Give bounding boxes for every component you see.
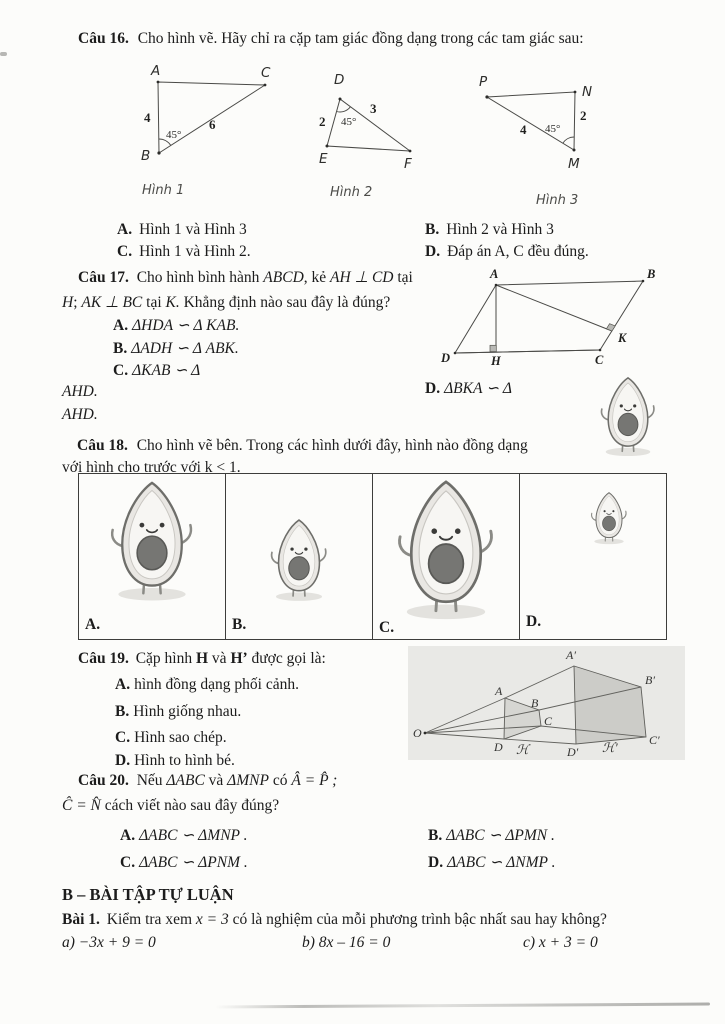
label-a-prime: A′ [566,648,576,662]
point-o [424,732,427,735]
q16-option-b [425,221,554,239]
triangle-def [327,99,410,151]
q17-option-c-wrap: AHD. [62,383,98,400]
side-label-ab: 4 [144,110,151,125]
option-text: ΔADH ∽ Δ ABK. [131,340,239,357]
q17-question-line-1 [78,268,413,287]
q17-option-b [113,339,239,358]
bai1-equation-b: b) 8x – 16 = 0 [302,934,391,951]
vertex-label-a: A [151,63,161,79]
q18-cell-label-b: B. [232,616,247,633]
vertex-label-f: F [404,156,412,172]
q17-option-c [113,361,200,380]
bai1-equation-a: a) −3x + 9 = 0 [62,934,156,951]
bai1-label: Bài 1. [62,911,100,928]
figure-hinh-2 [300,70,480,205]
point-m [573,149,576,152]
avocado-reference-figure [596,374,660,457]
bai1-math-x3: x = 3 [195,911,229,928]
q19-question-line [78,650,326,668]
option-key: A. [115,676,131,693]
option-key: B. [115,703,130,720]
option-text: Hình 1 và Hình 2. [139,243,251,260]
triangle-pnm [487,92,575,150]
q17-text: ; [73,294,82,311]
label-c: C [544,714,553,728]
label-script-h-prime: ℋ′ [602,740,618,755]
option-key: B. [113,340,128,357]
side-label-bc: 6 [209,117,216,132]
q17-math-h: H [62,294,74,311]
q18-answer-table [78,473,667,640]
q20-label: Câu 20. [78,772,129,789]
vertex-label-e: E [319,151,328,167]
q20-option-d [428,853,555,872]
q18-question-line-1 [77,437,528,455]
q20-option-a [120,826,247,845]
vertex-label-b: B [647,268,656,281]
vertex-label-d: D [334,72,345,88]
option-text: ΔBKA ∽ Δ [444,380,513,397]
q19-text: Cặp hình [135,650,196,667]
option-text: ΔABC ∽ ΔPMN . [446,827,555,844]
option-key: A. [113,317,129,334]
q16-option-c [117,243,251,261]
q20-option-c [120,853,248,872]
option-text: Hình 1 và Hình 3 [139,221,247,238]
bai1-text: Kiểm tra xem [106,911,196,928]
q17-question-line-2 [62,293,390,312]
q18-text: Cho hình vẽ bên. Trong các hình dưới đây, hình nào đồng dạng [136,437,528,454]
q19-text: và [208,650,231,667]
point-c [264,84,267,87]
q19-label: Câu 19. [78,650,129,667]
vertex-label-m: M [568,156,580,172]
vertex-label-d: D [441,351,451,365]
q19-h-prime: H’ [230,650,248,667]
option-key: D. [425,380,441,397]
avocado-figure-a [104,477,200,602]
avocado-icon [272,520,326,601]
label-script-h: ℋ [516,742,529,757]
angle-label-b: 45° [166,129,182,141]
point-d [339,98,342,101]
point-e [326,145,329,148]
vertex-label-c: C [595,353,604,367]
avocado-figure-c [390,475,502,621]
option-key: A. [120,827,136,844]
option-key: B. [425,221,440,238]
q17-text: Khẳng định nào sau đây là đúng? [179,294,391,311]
option-key: C. [115,729,131,746]
q19-text: được gọi là: [247,650,326,667]
angle-label-d: 45° [341,116,357,128]
q17-math-k: K. [165,294,180,311]
q17-math-ah-cd: AH ⊥ CD [330,269,394,286]
q20-math-angle-a-p: Â = P̂ ; [291,772,338,789]
option-key: B. [428,827,443,844]
q20-math-abc: ΔABC [166,772,205,789]
point-f [409,150,412,153]
q17-math-abcd: ABCD [263,269,304,286]
q17-option-a [113,316,239,335]
option-text: ΔABC ∽ ΔNMP . [447,854,556,871]
option-key: D. [428,854,444,871]
bai1-text: có là nghiệm của mỗi phương trình bậc nhất sau hay không? [228,911,607,928]
q19-option-d [115,752,235,770]
option-key: A. [117,221,133,238]
q19-option-c [115,729,227,747]
point-b [157,151,160,154]
label-o: O [413,726,422,740]
q17-text: tại [393,269,413,286]
point-n [574,91,577,94]
option-text: hình đồng dạng phối cảnh. [134,676,299,693]
figure-parallelogram-abcd [428,268,688,370]
q18-cell-a [79,474,226,639]
q18-label: Câu 18. [77,437,128,454]
angle-arc-m [563,137,574,143]
option-text: Hình to hình bé. [134,752,235,769]
q16-option-d [425,243,589,261]
avocado-figure-b [266,516,332,602]
q17-label: Câu 17. [78,269,129,286]
side-label-de: 2 [319,114,326,129]
vertex-label-k: K [618,331,627,345]
q16-text: Cho hình vẽ. Hãy chỉ ra cặp tam giác đồng dạng trong các tam giác sau: [137,30,584,47]
label-b: B [531,696,539,710]
side-label-pm: 4 [520,122,527,137]
q18-cell-label-c: C. [379,619,395,636]
option-key: C. [120,854,136,871]
option-text: ΔHDA ∽ Δ KAB. [132,317,240,334]
section-b-title: B – BÀI TẬP TỰ LUẬN [62,885,234,904]
side-label-nm: 2 [580,108,587,123]
figure-homothety [408,646,685,764]
option-text: Hình sao chép. [134,729,227,746]
avocado-icon [602,378,654,456]
figure-hinh-3 [470,70,670,212]
point-d [454,352,457,355]
figure-background [408,646,685,760]
q16-label: Câu 16. [78,30,129,47]
q20-text: Nếu [136,772,167,789]
point-b [642,280,645,283]
vertex-label-c: C [261,65,271,81]
q16-question-line [78,30,584,48]
avocado-icon [112,483,191,601]
option-text: ΔABC ∽ ΔMNP . [139,827,248,844]
right-angle-mark-k [606,324,615,331]
q18-cell-label-d: D. [526,613,542,630]
side-label-df: 3 [370,101,377,116]
option-key: D. [425,243,441,260]
option-key: D. [115,752,131,769]
option-text: ΔKAB ∽ Δ [132,362,201,379]
q19-option-b [115,703,241,721]
scan-artifact-line [215,1002,710,1008]
q17-text: , kẻ [303,269,331,286]
q20-option-b [428,826,555,845]
segment-dc [455,350,600,353]
bai1-equation-c: c) x + 3 = 0 [523,934,598,951]
avocado-figure-d [588,490,630,545]
q17-option-d-wrap: AHD. [62,406,98,423]
vertex-label-n: N [582,84,593,100]
q17-text: Cho hình bình hành [136,269,264,286]
q19-h: H [195,650,209,667]
avocado-icon [592,493,626,544]
point-p [485,95,488,98]
q18-cell-b [226,474,373,639]
q18-cell-c [373,474,520,639]
option-text: Hình giống nhau. [133,703,242,720]
option-text: Hình 2 và Hình 3 [446,221,554,238]
scan-speck [0,52,7,56]
q16-option-a [117,221,247,239]
figure-hinh-1 [120,55,300,205]
label-b-prime: B′ [645,673,655,687]
figure-caption-1: Hình 1 [142,183,185,198]
option-key: C. [117,243,133,260]
q18-question-line-2: với hình cho trước với k < 1. [62,459,241,476]
q18-cell-d [520,474,666,639]
option-text: Đáp án A, C đều đúng. [447,243,589,260]
option-text: ΔABC ∽ ΔPNM . [139,854,248,871]
figure-caption-2: Hình 2 [330,185,373,200]
q20-text: có [269,772,292,789]
segment-ak [496,285,612,331]
vertex-label-h: H [491,354,501,368]
label-c-prime: C′ [649,733,660,747]
right-angle-mark-h [490,345,496,351]
q20-question-line-1 [78,772,337,790]
q18-cell-label-a: A. [85,616,101,633]
q20-question-line-2 [62,797,279,815]
label-a: A [495,684,503,698]
vertex-label-a: A [490,268,499,281]
q19-option-a [115,676,299,694]
q20-math-mnp: ΔMNP [227,772,269,789]
point-a [495,284,498,287]
point-c [599,349,602,352]
bai1-question-line [62,911,607,929]
angle-label-m: 45° [545,123,561,135]
option-key: C. [113,362,129,379]
q17-option-d [425,379,512,398]
vertex-label-b: B [141,148,151,164]
figure-caption-3: Hình 3 [536,193,579,208]
parallelogram-outline [455,281,643,353]
avocado-icon [400,482,492,619]
point-a [157,81,160,84]
angle-arc-d [337,107,351,112]
label-d-prime: D′ [567,745,579,759]
q20-text: và [204,772,228,789]
q20-math-angle-c-n: Ĉ = N̂ [62,797,101,814]
vertex-label-p: P [479,74,488,90]
q17-text: tại [142,294,166,311]
q20-text: cách viết nào sau đây đúng? [100,797,280,814]
q17-math-ak-bc: AK ⊥ BC [81,294,143,311]
label-d: D [494,740,503,754]
